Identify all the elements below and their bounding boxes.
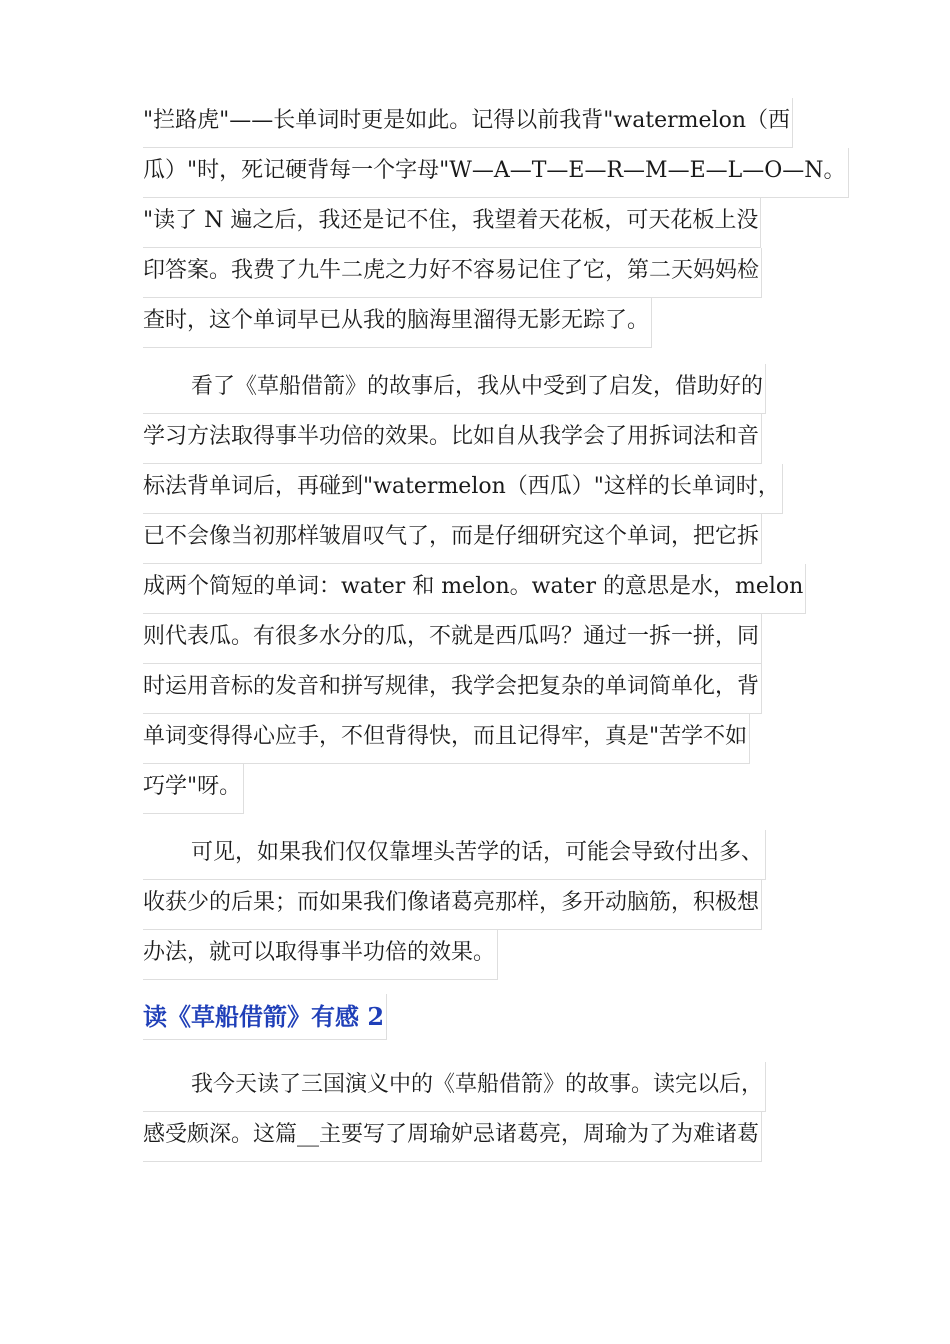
paragraph-line: 印答案。我费了九牛二虎之力好不容易记住了它，第二天妈妈检: [143, 248, 762, 298]
paragraph-line: 我今天读了三国演义中的《草船借箭》的故事。读完以后，: [143, 1062, 766, 1112]
paragraph-line: 标法背单词后，再碰到"watermelon（西瓜）"这样的长单词时，: [143, 464, 783, 514]
paragraph-line: "拦路虎"——长单词时更是如此。记得以前我背"watermelon（西: [143, 98, 793, 148]
paragraph-line: 看了《草船借箭》的故事后，我从中受到了启发，借助好的: [143, 364, 766, 414]
paragraph-line: 时运用音标的发音和拼写规律，我学会把复杂的单词简单化，背: [143, 664, 762, 714]
paragraph-line: 已不会像当初那样皱眉叹气了，而是仔细研究这个单词，把它拆: [143, 514, 762, 564]
paragraph-line: 查时，这个单词早已从我的脑海里溜得无影无踪了。: [143, 298, 652, 348]
paragraph-line: 可见，如果我们仅仅靠埋头苦学的话，可能会导致付出多、: [143, 830, 766, 880]
paragraph-line: 瓜）"时，死记硬背每一个字母"W—A—T—E—R—M—E—L—O—N。: [143, 148, 849, 198]
paragraph-line: 巧学"呀。: [143, 764, 244, 814]
paragraph-line: 则代表瓜。有很多水分的瓜，不就是西瓜吗？通过一拆一拼，同: [143, 614, 762, 664]
paragraph-line: 成两个简短的单词：water 和 melon。water 的意思是水，melon: [143, 564, 806, 614]
paragraph-line: 单词变得得心应手，不但背得快，而且记得牢，真是"苦学不如: [143, 714, 750, 764]
paragraph-line: 学习方法取得事半功倍的效果。比如自从我学会了用拆词法和音: [143, 414, 762, 464]
paragraph-line: "读了 N 遍之后，我还是记不住，我望着天花板，可天花板上没: [143, 198, 761, 248]
section-heading: 读《草船借箭》有感 2: [143, 994, 387, 1040]
paragraph-line: 收获少的后果；而如果我们像诸葛亮那样，多开动脑筋，积极想: [143, 880, 762, 930]
paragraph-line: 办法，就可以取得事半功倍的效果。: [143, 930, 498, 980]
paragraph-line: 感受颇深。这篇__主要写了周瑜妒忌诸葛亮，周瑜为了为难诸葛: [143, 1112, 762, 1162]
